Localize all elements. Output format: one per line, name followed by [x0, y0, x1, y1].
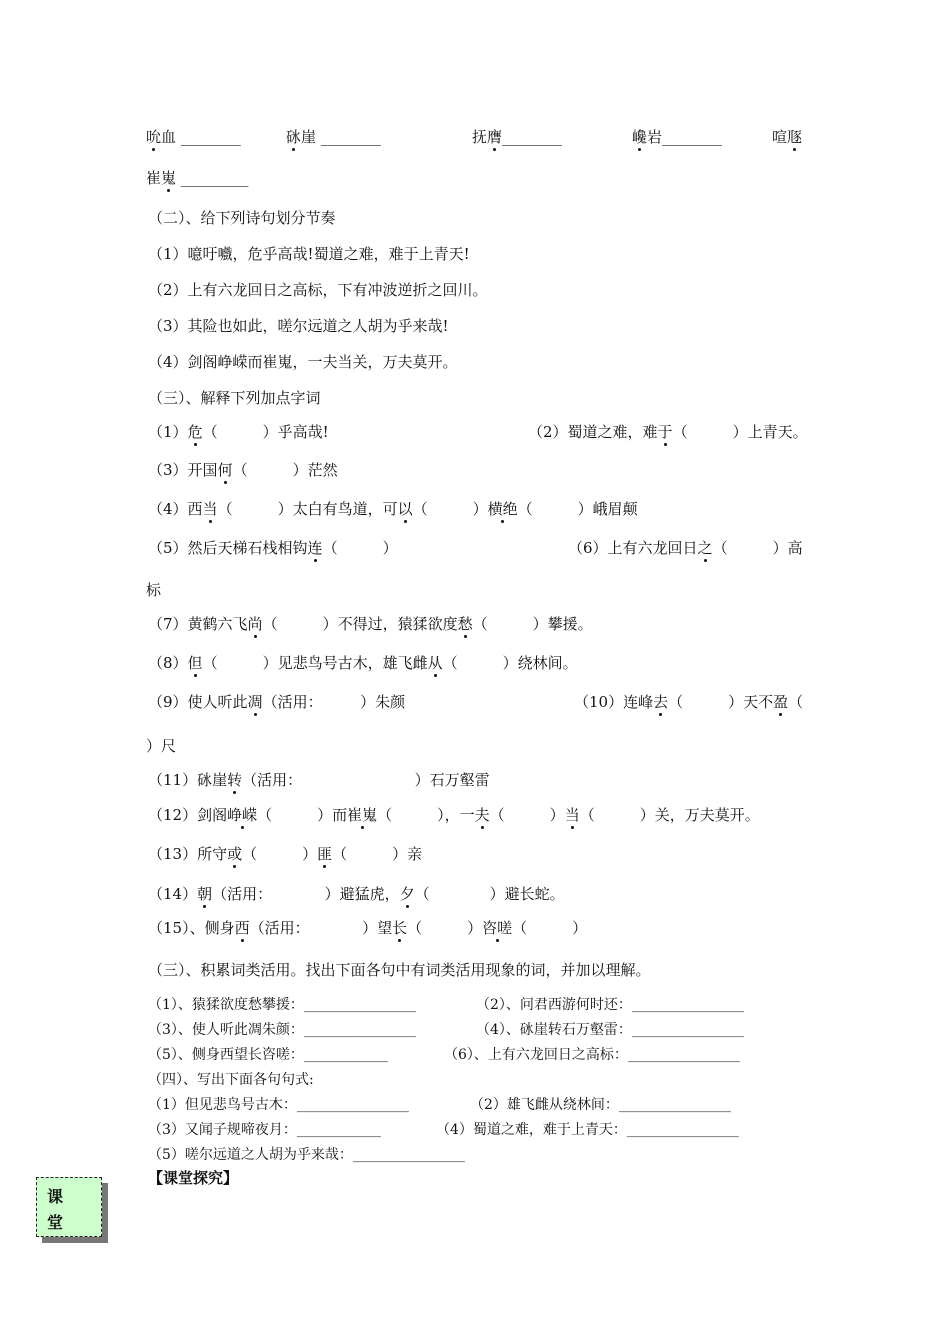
sentence-row-3-left: （5）嗟尔远道之人胡为乎来哉：________________ — [148, 1147, 465, 1163]
question-12: （12）剑阁峥嵘（ ）而崔嵬（ ），一夫（ ）当（ ）关，万夫莫开。 — [148, 806, 760, 824]
section4-title: （四）、写出下面各句句式: — [148, 1072, 314, 1088]
question-14: （14）朝（活用： ）避猛虎，夕（ ）避长蛇。 — [148, 885, 565, 903]
question-7: （7）黄鹤六飞尚（ ）不得过，猿猱欲度愁（ ）攀援。 — [148, 615, 593, 633]
section2-title: （二）、给下列诗句划分节奏 — [148, 209, 336, 227]
question-10: （10）连峰去（ ）天不盈（ — [574, 693, 804, 711]
section3b-title: （三）、积累词类活用。找出下面各句中有词类活用现象的词，并加以理解。 — [148, 961, 651, 979]
section2-item: （2）上有六龙回日之高标，下有冲波逆折之回川。 — [148, 281, 488, 299]
question-2: （2）蜀道之难，难于（ ）上青天。 — [528, 423, 808, 441]
vocab-item-2: 砯崖 ________ — [286, 128, 381, 146]
question-5: （5）然后天梯石栈相钩连（ ） — [148, 539, 398, 557]
usage-row-3-left: （5）、侧身西望长咨嗟：____________ — [148, 1047, 388, 1063]
section2-item: （3）其险也如此，嗟尔远道之人胡为乎来哉! — [148, 317, 449, 335]
question-3: （3）开国何（ ）茫然 — [148, 461, 338, 479]
usage-row-2-right: （4）、砯崖转石万壑雷：________________ — [476, 1022, 744, 1038]
vocab-item-6: 崔嵬 _________ — [146, 169, 249, 187]
question-4: （4）西当（ ）太白有鸟道，可以（ ）横绝（ ）峨眉颠 — [148, 500, 638, 518]
question-1: （1）危（ ）乎高哉! — [148, 423, 329, 441]
question-6-continued: 标 — [146, 581, 162, 599]
usage-row-1-right: （2）、问君西游何时还：________________ — [476, 997, 744, 1013]
vocab-item-5: 喧豗 — [772, 128, 803, 146]
sentence-row-1-right: （2）雄飞雌从绕林间：________________ — [470, 1097, 731, 1113]
sentence-row-2-right: （4）蜀道之难，难于上青天：________________ — [436, 1122, 739, 1138]
usage-row-3-right: （6）、上有六龙回日之高标：________________ — [444, 1047, 740, 1063]
class-sidebox — [36, 1177, 102, 1237]
vocab-item-4: 巉岩________ — [632, 128, 723, 146]
section3-title: （三）、解释下列加点字词 — [148, 389, 321, 407]
section2-item: （1）噫吁嚱，危乎高哉!蜀道之难，难于上青天! — [148, 245, 470, 263]
sidebox-label-1: 课 — [47, 1187, 64, 1206]
question-13: （13）所守或（ ）匪（ ）亲 — [148, 845, 423, 863]
question-10-continued: ）尺 — [146, 737, 177, 755]
vocab-item-1: 吮血 ________ — [146, 128, 241, 146]
inquiry-heading: 【课堂探究】 — [148, 1169, 239, 1187]
usage-row-2-left: （3）、使人听此凋朱颜：________________ — [148, 1022, 416, 1038]
sentence-row-1-left: （1）但见悲鸟号古木：________________ — [148, 1097, 409, 1113]
question-15: （15）、侧身西（活用： ）望长（ ）咨嗟（ ） — [148, 919, 588, 937]
usage-row-1-left: （1）、猿猱欲度愁攀援：________________ — [148, 997, 416, 1013]
question-8: （8）但（ ）见悲鸟号古木，雄飞雌从（ ）绕林间。 — [148, 654, 578, 672]
question-11: （11）砯崖转（活用： ）石万壑雷 — [148, 771, 490, 789]
section2-item: （4）剑阁峥嵘而崔嵬，一夫当关，万夫莫开。 — [148, 353, 458, 371]
sidebox-label-2: 堂 — [47, 1213, 64, 1232]
sentence-row-2-left: （3）又闻子规啼夜月：____________ — [148, 1122, 381, 1138]
question-6: （6）上有六龙回日之（ ）高 — [568, 539, 803, 557]
question-9: （9）使人听此凋（活用： ）朱颜 — [148, 693, 406, 711]
vocab-item-3: 抚膺________ — [472, 128, 563, 146]
